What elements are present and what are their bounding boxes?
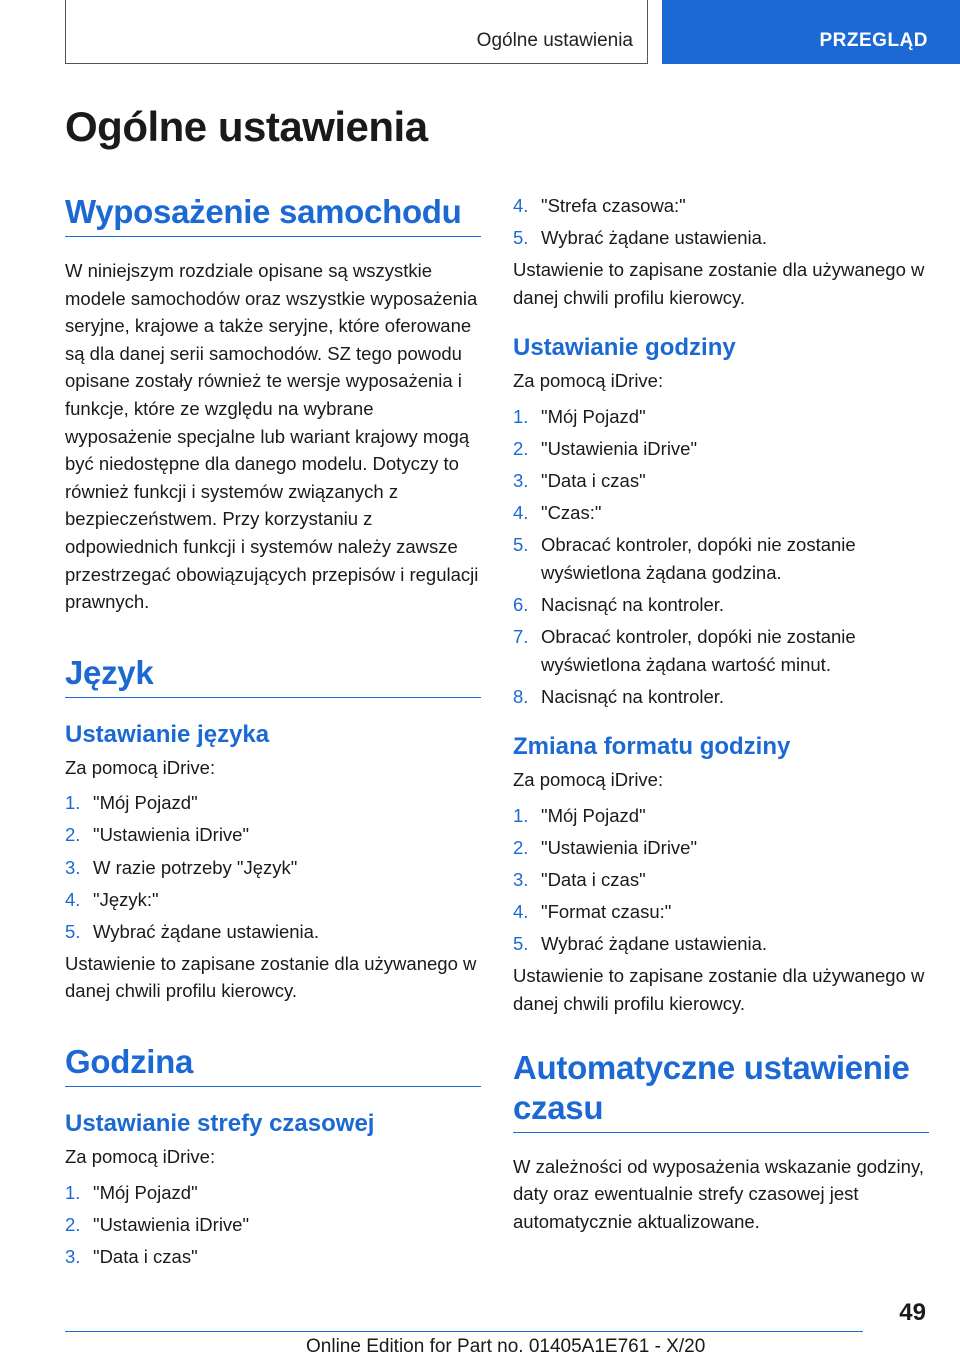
list-item-text: "Ustawienia iDrive" xyxy=(541,438,698,460)
right-column xyxy=(513,192,929,1235)
list-item xyxy=(513,623,929,678)
list-item xyxy=(65,886,481,914)
format-intro: Za pomocą iDrive: xyxy=(513,769,664,791)
list-item-number: 5. xyxy=(65,920,81,942)
list-item-number: 4. xyxy=(65,888,81,910)
list-item xyxy=(513,866,929,894)
list-item-number: 7. xyxy=(513,626,529,648)
list-item-text: "Data i czas" xyxy=(93,1245,198,1267)
auto-time-text: W zależności od wyposażenia wskazanie godziny, daty oraz ewentualnie strefy czasowej jest automatycznie aktualizowane. xyxy=(513,1155,924,1232)
list-item-number: 6. xyxy=(513,594,529,616)
list-item-text: "Czas:" xyxy=(541,502,602,524)
list-item-text: "Język:" xyxy=(93,888,159,910)
list-item xyxy=(513,930,929,958)
list-item-text: Obracać kontroler, dopóki nie zostanie wyświetlona żądana godzina. xyxy=(541,534,856,583)
list-item-text: Wybrać żądane ustawienia. xyxy=(541,933,768,955)
list-item xyxy=(65,1211,481,1239)
heading-set-timezone: Ustawianie strefy czasowej xyxy=(65,1109,375,1137)
list-item xyxy=(513,531,929,586)
timezone-note: Ustawienie to zapisane zostanie dla używanego w danej chwili profilu kierowcy. xyxy=(513,259,925,308)
list-item xyxy=(513,435,929,463)
list-item xyxy=(513,224,929,252)
list-item xyxy=(65,854,481,882)
language-steps xyxy=(65,789,481,945)
list-item-text: Nacisnąć na kontroler. xyxy=(541,594,725,616)
list-item-number: 1. xyxy=(513,805,529,826)
header-section-tab xyxy=(65,0,648,64)
list-item-text: "Mój Pojazd" xyxy=(93,1181,198,1203)
list-item xyxy=(513,467,929,495)
list-item-text: "Data i czas" xyxy=(541,470,646,492)
list-item-number: 4. xyxy=(513,502,529,524)
list-item-text: W razie potrzeby "Język" xyxy=(93,856,298,878)
list-item-number: 8. xyxy=(513,685,529,707)
footer-divider xyxy=(65,1331,863,1332)
heading-language: Język xyxy=(65,653,481,698)
header-chapter-title: PRZEGLĄD xyxy=(819,30,928,51)
heading-auto-time: Automatyczne ustawienie czasu xyxy=(513,1048,929,1133)
list-item-text: "Data i czas" xyxy=(541,869,646,891)
list-item-text: Nacisnąć na kontroler. xyxy=(541,685,725,707)
list-item-number: 2. xyxy=(65,1213,81,1235)
equipment-text: W niniejszym rozdziale opisane są wszystkie modele samochodów oraz wszystkie wyposażenia seryjne, krajowe a także seryjne, które oferowane są dla danej serii samochodów. SZ tego powodu opisane zostały również te wersje wyposażenia i funkcje, które ze względu na wybrane wyposażenie specjalne lub wariant krajowy mogą być niedostępne dla danego modelu. Dotyczy to również funkcji i systemów związanych z bezpieczeństwem. Przy korzystaniu z odpowiednich funkcji i systemów należy zawsze przestrzegać obowiązujących przepisów i regulacji prawnych. xyxy=(65,260,479,613)
list-item-number: 1. xyxy=(513,405,529,427)
header-chapter-tab xyxy=(662,0,960,64)
list-item xyxy=(65,1243,481,1271)
list-item xyxy=(65,918,481,946)
timezone-steps-continued xyxy=(513,192,929,252)
list-item-text: Wybrać żądane ustawienia. xyxy=(541,227,768,249)
format-note: Ustawienie to zapisane zostanie dla używanego w danej chwili profilu kierowcy. xyxy=(513,965,925,1015)
list-item-text: Wybrać żądane ustawienia. xyxy=(93,920,320,942)
list-item-number: 3. xyxy=(513,470,529,492)
list-item-number: 3. xyxy=(65,1245,81,1267)
page-title: Ogólne ustawienia xyxy=(65,103,428,150)
list-item-number: 5. xyxy=(513,933,529,955)
list-item xyxy=(513,403,929,431)
list-item-text: "Ustawienia iDrive" xyxy=(93,1213,250,1235)
list-item xyxy=(65,821,481,849)
list-item-number: 4. xyxy=(513,901,529,923)
clock-intro: Za pomocą iDrive: xyxy=(513,370,664,392)
list-item-number: 5. xyxy=(513,534,529,556)
list-item-number: 5. xyxy=(513,227,529,249)
list-item-number: 2. xyxy=(513,837,529,859)
footer-edition: Online Edition for Part no. 01405A1E761 - X/20 xyxy=(306,1336,706,1357)
list-item-number: 1. xyxy=(65,792,81,814)
list-item-text: "Mój Pojazd" xyxy=(93,792,198,814)
list-item xyxy=(513,499,929,527)
list-item-text: "Strefa czasowa:" xyxy=(541,195,686,216)
page-number: 49 xyxy=(899,1299,926,1326)
list-item xyxy=(65,789,481,817)
timezone-steps xyxy=(65,1179,481,1271)
list-item-number: 2. xyxy=(65,824,81,846)
header-section-title: Ogólne ustawienia xyxy=(476,30,633,51)
heading-time-format: Zmiana formatu godziny xyxy=(513,733,791,761)
list-item-text: "Ustawienia iDrive" xyxy=(93,824,250,846)
list-item-text: "Mój Pojazd" xyxy=(541,405,646,427)
list-item xyxy=(513,898,929,926)
list-item-number: 2. xyxy=(513,438,529,460)
heading-set-clock: Ustawianie godziny xyxy=(513,334,736,362)
language-note: Ustawienie to zapisane zostanie dla używanego w danej chwili profilu kierowcy. xyxy=(65,952,477,1002)
list-item-number: 3. xyxy=(65,856,81,878)
list-item xyxy=(513,192,929,220)
list-item-text: "Format czasu:" xyxy=(541,901,672,923)
list-item-number: 3. xyxy=(513,869,529,891)
list-item-text: Obracać kontroler, dopóki nie zostanie wyświetlona żądana wartość minut. xyxy=(541,626,856,675)
list-item xyxy=(65,1179,481,1207)
list-item-text: "Ustawienia iDrive" xyxy=(541,837,698,859)
language-intro: Za pomocą iDrive: xyxy=(65,756,216,778)
list-item xyxy=(513,683,929,711)
list-item xyxy=(513,834,929,862)
list-item xyxy=(513,802,929,830)
list-item-number: 4. xyxy=(513,195,529,216)
left-column xyxy=(65,192,481,1275)
timezone-intro: Za pomocą iDrive: xyxy=(65,1145,216,1167)
format-steps xyxy=(513,802,929,958)
heading-time: Godzina xyxy=(65,1042,481,1087)
clock-steps xyxy=(513,403,929,710)
heading-set-language: Ustawianie języka xyxy=(65,720,270,748)
list-item-text: "Mój Pojazd" xyxy=(541,805,646,826)
heading-equipment: Wyposażenie samochodu xyxy=(65,192,481,237)
list-item xyxy=(513,591,929,619)
list-item-number: 1. xyxy=(65,1181,81,1203)
